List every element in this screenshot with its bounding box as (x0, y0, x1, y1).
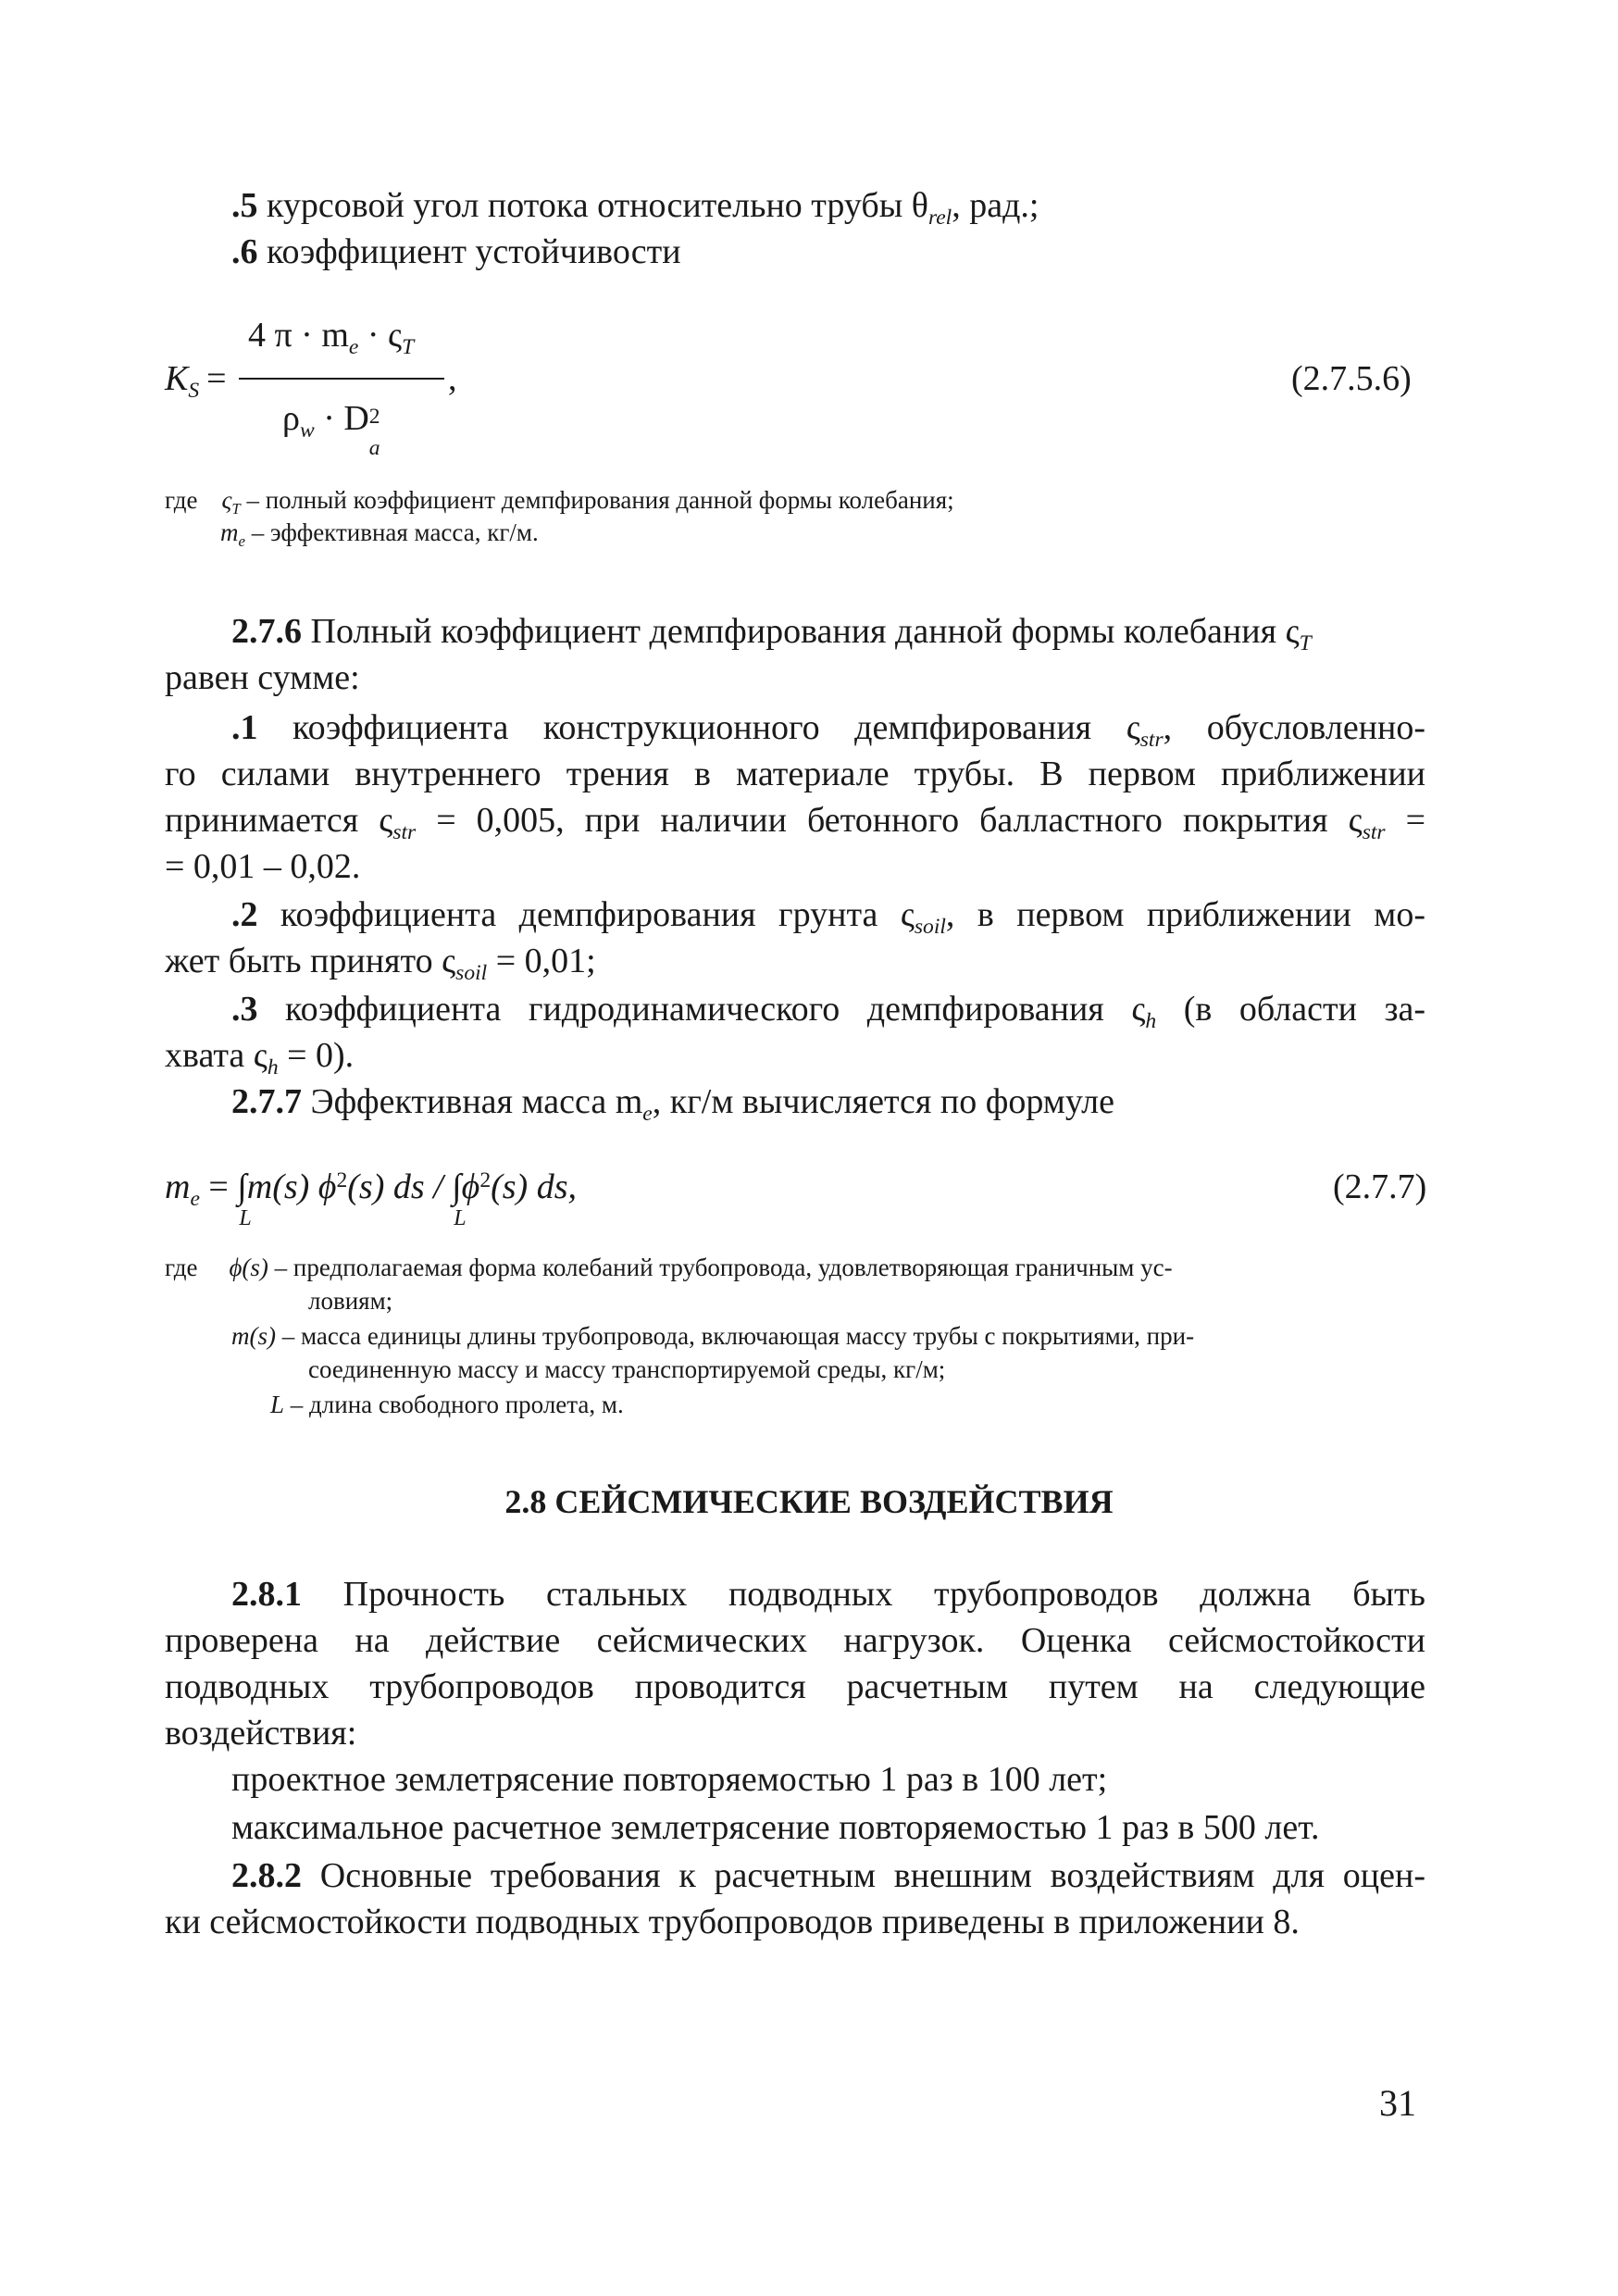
item-text: жет быть принято ς (165, 942, 456, 980)
item-text: , в первом приближении мо- (945, 895, 1425, 934)
subscript: soil (914, 915, 946, 940)
where-symbol: ς (221, 486, 232, 514)
item-number: .1 (231, 708, 258, 747)
item-1-line-3 (165, 798, 1425, 845)
denominator-mid: · D (314, 399, 369, 438)
formula-numerator (248, 313, 415, 360)
para-2-7-7 (231, 1079, 1114, 1127)
item-text: = (1385, 801, 1425, 840)
where2-line-2-cont: соединенную массу и массу транспортируемой среды, кг/м; (308, 1355, 946, 1383)
subscript: S (188, 379, 200, 404)
page-number: 31 (1379, 2082, 1416, 2124)
where-symbol: m(s) (231, 1322, 276, 1350)
item-text: = 0). (278, 1036, 355, 1075)
subscript: soil (455, 961, 488, 986)
item-1-line-2: го силами внутреннего трения в материале трубы. В первом приближении (165, 755, 1425, 793)
item-text: курсовой угол потока относительно трубы θ (257, 186, 928, 225)
subscript: str (1362, 820, 1386, 845)
formula-comma: , (448, 359, 457, 398)
item-text: принимается ς (165, 801, 393, 840)
subscript: T (1299, 631, 1312, 656)
para-2-8-1-line-4: воздействия: (165, 1714, 357, 1753)
equals: = (206, 359, 227, 398)
subscript: e (348, 335, 359, 360)
where-text: – эффективная масса, кг/м. (244, 518, 539, 546)
para-2-7-6-line-2: равен сумме: (165, 658, 360, 697)
item-tail: , рад.; (952, 186, 1039, 225)
para-2-8-1-line-3: подводных трубопроводов проводится расчетным путем на следующие (165, 1667, 1425, 1706)
integrand: (s) ds / (347, 1167, 453, 1206)
clause-number: 2.8.2 (231, 1856, 302, 1895)
para-2-8-1-line-6: максимальное расчетное землетрясение повторяемостью 1 раз в 500 лет. (231, 1808, 1320, 1847)
integral-limit: L (239, 1206, 252, 1230)
para-2-8-2-line-1 (231, 1853, 1425, 1898)
numerator-text: 4 π · m (248, 316, 349, 355)
where-line-2 (220, 517, 539, 548)
item-3-line-2 (165, 1033, 354, 1078)
item-text: коэффициента гидродинамического демпфирования ς (257, 990, 1146, 1029)
where-text: – полный коэффициент демпфирования данной формы колебания; (240, 486, 954, 514)
para-2-7-6-line-1 (231, 609, 1312, 654)
item-number: .3 (231, 990, 258, 1029)
integrand: ϕ (461, 1167, 480, 1206)
denominator-text: ρ (282, 399, 300, 438)
where-text: – предполагаемая форма колебаний трубопровода, удовлетворяющая граничным ус- (268, 1254, 1173, 1281)
item-text: (в области за- (1156, 990, 1425, 1029)
integrand: m(s) ϕ (246, 1167, 337, 1206)
item-2-line-1 (231, 892, 1425, 940)
item-number: .2 (231, 895, 258, 934)
para-text: , кг/м вычисляется по формуле (652, 1082, 1114, 1121)
item-2-line-2 (165, 939, 596, 986)
subscript: T (402, 335, 415, 360)
para-text: Эффективная масса m (302, 1082, 643, 1121)
item-text: = 0,005, при наличии бетонного балластного покрытия ς (416, 801, 1363, 840)
where2-line-3 (270, 1389, 624, 1420)
integral-sign: ∫ (237, 1167, 247, 1206)
formula-lhs (165, 356, 227, 404)
item-text: коэффициента демпфирования грунта ς (257, 895, 915, 934)
where-line-1 (165, 484, 954, 516)
integrand: (s) ds, (491, 1167, 577, 1206)
integral-limit: L (454, 1206, 467, 1230)
equation-number: (2.7.7) (1333, 1167, 1427, 1206)
clause-number: 2.7.6 (231, 612, 302, 651)
subscript: e (642, 1102, 653, 1127)
subscript: rel (927, 206, 952, 231)
section-heading: 2.8 СЕЙСМИЧЕСКИЕ ВОЗДЕЙСТВИЯ (504, 1483, 1114, 1520)
subscript: h (267, 1055, 279, 1080)
clause-number: 2.8.1 (231, 1575, 302, 1614)
where-symbol: m (220, 518, 239, 546)
clause-number: 2.7.7 (231, 1082, 302, 1121)
subscript: w (299, 418, 315, 443)
item-number: .6 (231, 232, 258, 271)
fraction-line (239, 378, 444, 380)
item-number: .5 (231, 186, 258, 225)
item-text: = 0,01; (487, 942, 596, 980)
item-3-line-1 (231, 987, 1425, 1034)
para-text: Полный коэффициент демпфирования данной формы колебания ς (302, 612, 1300, 651)
para-2-8-1-line-2: проверена на действие сейсмических нагрузок. Оценка сейсмостойкости (165, 1621, 1425, 1660)
where2-line-1-cont: ловиям; (308, 1287, 393, 1315)
item-text: коэффициент устойчивости (257, 232, 681, 271)
formula-2-7-7 (165, 1165, 577, 1230)
para-2-8-1-line-5: проектное землетрясение повторяемостью 1 раз в 100 лет; (231, 1760, 1108, 1799)
formula-symbol: m (165, 1167, 191, 1206)
integral-sign: ∫ (452, 1167, 462, 1206)
where-symbol: ϕ(s) (229, 1254, 268, 1281)
superscript: 2 (336, 1168, 348, 1193)
subscript: e (238, 531, 245, 550)
where-label: где (165, 486, 198, 514)
where-symbol: L (270, 1391, 285, 1418)
para-text: Основные требования к расчетным внешним воздействиям для оцен- (302, 1856, 1425, 1895)
where-label: где (165, 1254, 198, 1281)
formula-symbol: K (165, 359, 189, 398)
para-text: Прочность стальных подводных трубопроводов должна быть (302, 1575, 1425, 1614)
item-text: хвата ς (165, 1036, 268, 1075)
subscript: str (1139, 728, 1164, 753)
item-text: коэффициента конструкционного демпфирования ς (257, 708, 1140, 747)
where2-line-1 (165, 1252, 1173, 1283)
item-1-line-4: = 0,01 – 0,02. (165, 847, 361, 886)
equals: = (199, 1167, 238, 1206)
subscript: h (1145, 1009, 1157, 1034)
superscript: 2 (479, 1168, 492, 1193)
numerator-tail: · ς (358, 316, 403, 355)
para-2-8-1-line-1 (231, 1572, 1425, 1616)
item-6 (231, 230, 681, 274)
where-text: – длина свободного пролета, м. (284, 1391, 624, 1418)
item-5 (231, 183, 1039, 231)
where-text: – масса единицы длины трубопровода, включающая массу трубы с покрытиями, при- (276, 1322, 1195, 1350)
para-2-8-2-line-2: ки сейсмостойкости подводных трубопроводов приведены в приложении 8. (165, 1903, 1300, 1941)
item-1-line-1 (231, 705, 1426, 753)
where2-line-2 (231, 1320, 1194, 1352)
item-text: , обусловленно- (1163, 708, 1426, 747)
formula-denominator: $\rho_w \cdot D$ 2 a (282, 399, 380, 460)
subscript: T (231, 499, 241, 518)
subscript: str (392, 820, 417, 845)
subscript: e (190, 1187, 200, 1212)
equation-number: (2.7.5.6) (1291, 359, 1412, 398)
